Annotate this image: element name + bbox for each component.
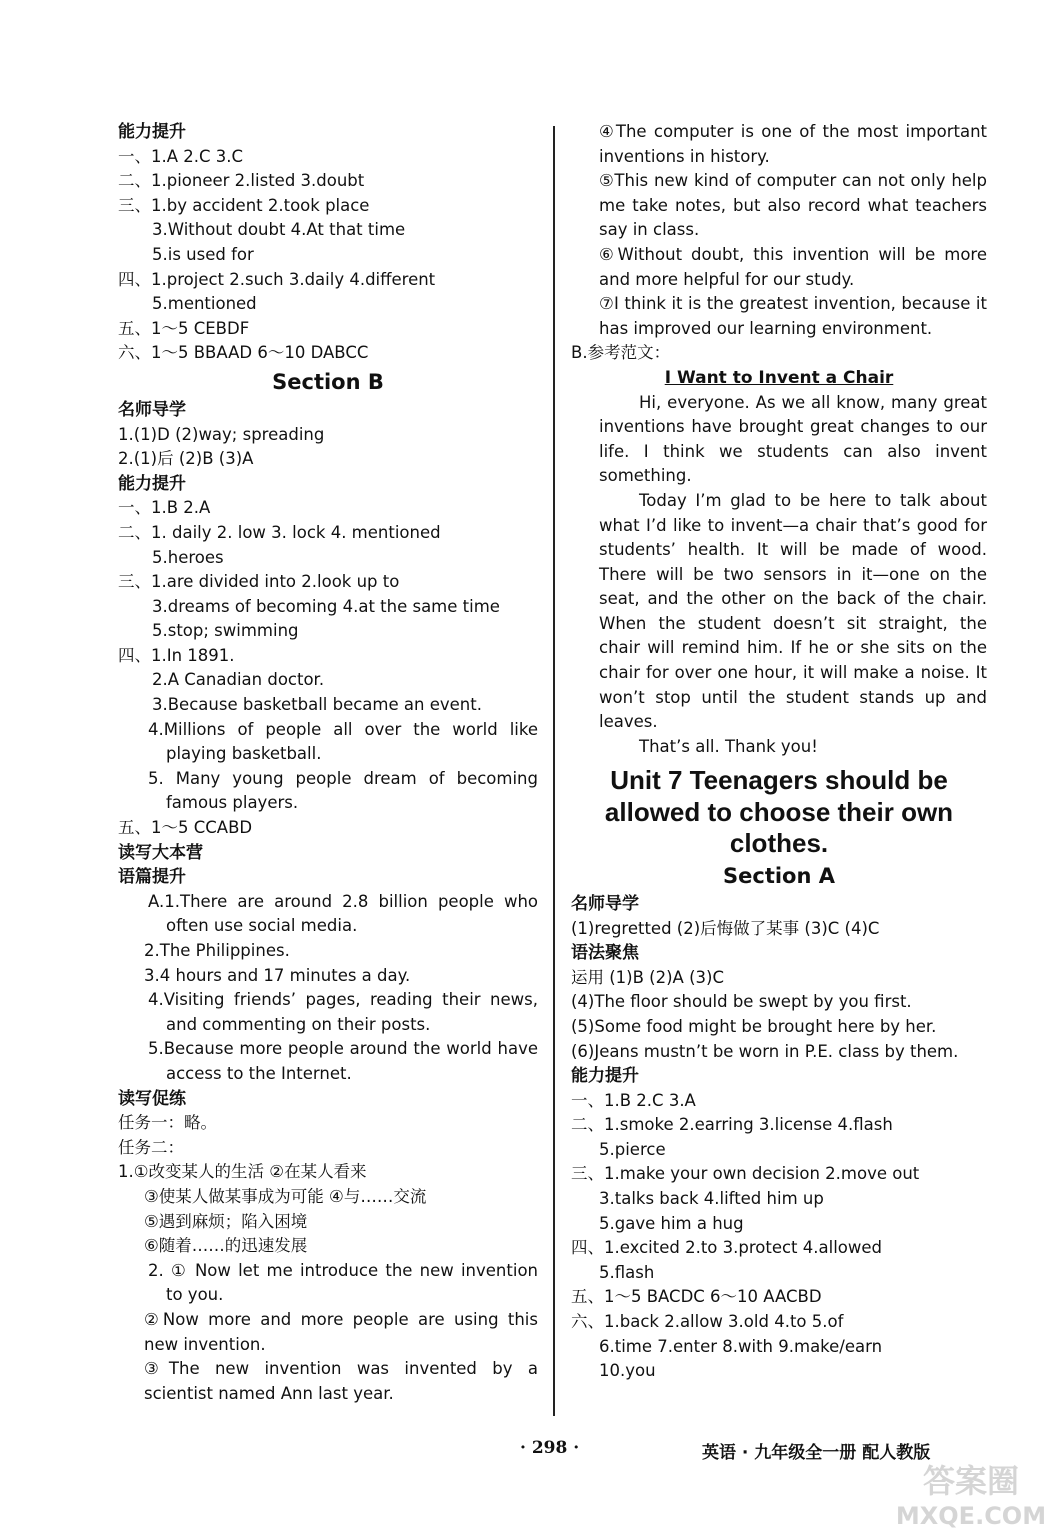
book-title: 英语 · 九年级全一册 配人教版: [702, 1443, 931, 1463]
answer-line: (5)Some food might be brought here by her.: [571, 1016, 937, 1036]
section-heading: 读写促练: [118, 1088, 186, 1109]
answer-line: 四、1.excited 2.to 3.protect 4.allowed: [571, 1238, 883, 1258]
essay-paragraph: That’s all. Thank you!: [639, 736, 818, 756]
answer-line: ⑦I think it is the greatest invention, because it has improved our learning environment.: [599, 294, 987, 338]
answer-line: 3.4 hours and 17 minutes a day.: [144, 965, 411, 985]
answer-line: 五、1～5 CCABD: [118, 818, 253, 838]
answer-line: 2.(1)后 (2)B (3)A: [118, 449, 254, 469]
answer-line: 任务二：: [118, 1137, 184, 1157]
watermark-logo: [886, 1456, 1056, 1530]
answer-line: 二、1.pioneer 2.listed 3.doubt: [118, 171, 365, 191]
answer-line: 4.Visiting friends’ pages, reading their news, and commenting on their posts.: [148, 990, 538, 1034]
answer-line: 四、1.project 2.such 3.daily 4.different: [118, 269, 436, 289]
essay-paragraph: Hi, everyone. As we all know, many great inventions have brought great changes to our life. I think we students can also invent something.: [599, 392, 987, 486]
answer-line: 5.heroes: [152, 547, 224, 567]
answer-line: 任务一：略。: [118, 1113, 217, 1133]
essay-paragraph: Today I’m glad to be here to talk about what I’d like to invent—a chair that’s good for students’ health. It will be made of wood. There will be two sensors in it—one on the seat, and the other on the back of the chair. When the student doesn’t sit straight, the chair will remind him. If he or she sits on the chair for over one hour, it will make a noise. It won’t stop until the student stands up and leaves.: [599, 490, 987, 732]
answer-line: 3.Without doubt 4.At that time: [152, 220, 406, 240]
left-column: [118, 120, 538, 1406]
section-heading: 名师导学: [571, 893, 639, 914]
answer-line: 3.Because basketball became an event.: [152, 695, 482, 715]
answer-line: 五、1～5 CEBDF: [118, 318, 250, 338]
section-heading: 读写大本营: [118, 842, 203, 863]
watermark-url: MXQE.COM: [895, 1502, 1047, 1530]
unit-title: Unit 7 Teenagers should be allowed to choose their own clothes.: [604, 765, 954, 859]
answer-line: 六、1～5 BBAAD 6～10 DABCC: [118, 343, 369, 363]
answer-line: 6.time 7.enter 8.with 9.make/earn: [599, 1336, 883, 1356]
answer-line: A.1.There are around 2.8 billion people who often use social media.: [148, 891, 538, 936]
answer-line: 二、1. daily 2. low 3. lock 4. mentioned: [118, 522, 441, 542]
answer-line: 三、1.by accident 2.took place: [118, 195, 370, 215]
answer-line: (4)The floor should be swept by you first.: [571, 992, 912, 1012]
watermark-icon: [886, 1456, 1056, 1530]
essay-title: I Want to Invent a Chair: [664, 367, 894, 388]
answer-line: 五、1～5 BACDC 6～10 AACBD: [571, 1287, 822, 1307]
answer-line: ⑥随着……的迅速发展: [144, 1236, 308, 1256]
answer-line: 三、1.are divided into 2.look up to: [118, 572, 400, 592]
answer-line: (6)Jeans mustn’t be worn in P.E. class by them.: [571, 1041, 959, 1061]
watermark-text: 答案圈: [922, 1462, 1020, 1500]
answer-line: 4.Millions of people all over the world like playing basketball.: [148, 719, 538, 764]
section-heading: 能力提升: [571, 1066, 639, 1087]
section-heading: 名师导学: [118, 399, 186, 420]
section-heading: 语法聚焦: [571, 943, 639, 964]
answer-line: 5.is used for: [152, 244, 254, 264]
answer-line: 一、1.B 2.C 3.A: [571, 1090, 696, 1110]
answer-line: 5. Many young people dream of becoming famous players.: [148, 768, 538, 813]
answer-line: 5.Because more people around the world have access to the Internet.: [148, 1039, 538, 1083]
answer-line: 5.flash: [599, 1262, 655, 1282]
answer-line: 2.The Philippines.: [144, 941, 290, 960]
answer-line: 3.dreams of becoming 4.at the same time: [152, 596, 500, 616]
answer-line: 1.(1)D (2)way; spreading: [118, 424, 325, 444]
page-number: · 298 ·: [520, 1438, 580, 1458]
answer-line: 四、1.In 1891.: [118, 645, 235, 665]
answer-line: 5.pierce: [599, 1139, 666, 1159]
answer-line: 2.A Canadian doctor.: [152, 670, 325, 690]
answer-line: 三、1.make your own decision 2.move out: [571, 1164, 920, 1184]
right-column: [571, 120, 987, 1384]
answer-line: 一、1.A 2.C 3.C: [118, 146, 244, 166]
section-heading: 语篇提升: [118, 867, 186, 888]
answer-line: ⑤遇到麻烦；陷入困境: [144, 1211, 308, 1231]
section-title: Section B: [272, 369, 384, 394]
answer-line: 10.you: [599, 1361, 656, 1381]
section-heading: 能力提升: [118, 122, 186, 142]
answer-line: (1)regretted (2)后悔做了某事 (3)C (4)C: [571, 918, 880, 938]
section-title: Section A: [723, 863, 835, 888]
answer-line: 六、1.back 2.allow 3.old 4.to 5.of: [571, 1312, 844, 1332]
answer-line: ②Now more and more people are using this new invention.: [144, 1309, 538, 1354]
column-divider: [553, 126, 555, 1416]
answer-line: B.参考范文：: [571, 343, 671, 363]
answer-line: 二、1.smoke 2.earring 3.license 4.flash: [571, 1115, 893, 1135]
answer-line: ④The computer is one of the most important inventions in history.: [599, 122, 987, 166]
answer-line: 5.gave him a hug: [599, 1213, 744, 1233]
answer-line: ③The new invention was invented by a scientist named Ann last year.: [144, 1359, 538, 1403]
answer-line: 5.mentioned: [152, 294, 257, 314]
answer-line: ③使某人做某事成为可能 ④与……交流: [144, 1186, 427, 1206]
answer-line: ⑤This new kind of computer can not only help me take notes, but also record what teachers say in class.: [599, 171, 987, 240]
answer-line: 3.talks back 4.lifted him up: [599, 1189, 824, 1209]
answer-line: 1.①改变某人的生活 ②在某人看来: [118, 1162, 367, 1182]
answer-line: 运用 (1)B (2)A (3)C: [571, 967, 724, 987]
answer-line: ⑥Without doubt, this invention will be more and more helpful for our study.: [599, 244, 987, 289]
section-heading: 能力提升: [118, 473, 186, 494]
answer-line: 2. ① Now let me introduce the new invention to you.: [148, 1260, 538, 1305]
answer-line: 一、1.B 2.A: [118, 498, 211, 518]
answer-line: 5.stop; swimming: [152, 621, 299, 641]
